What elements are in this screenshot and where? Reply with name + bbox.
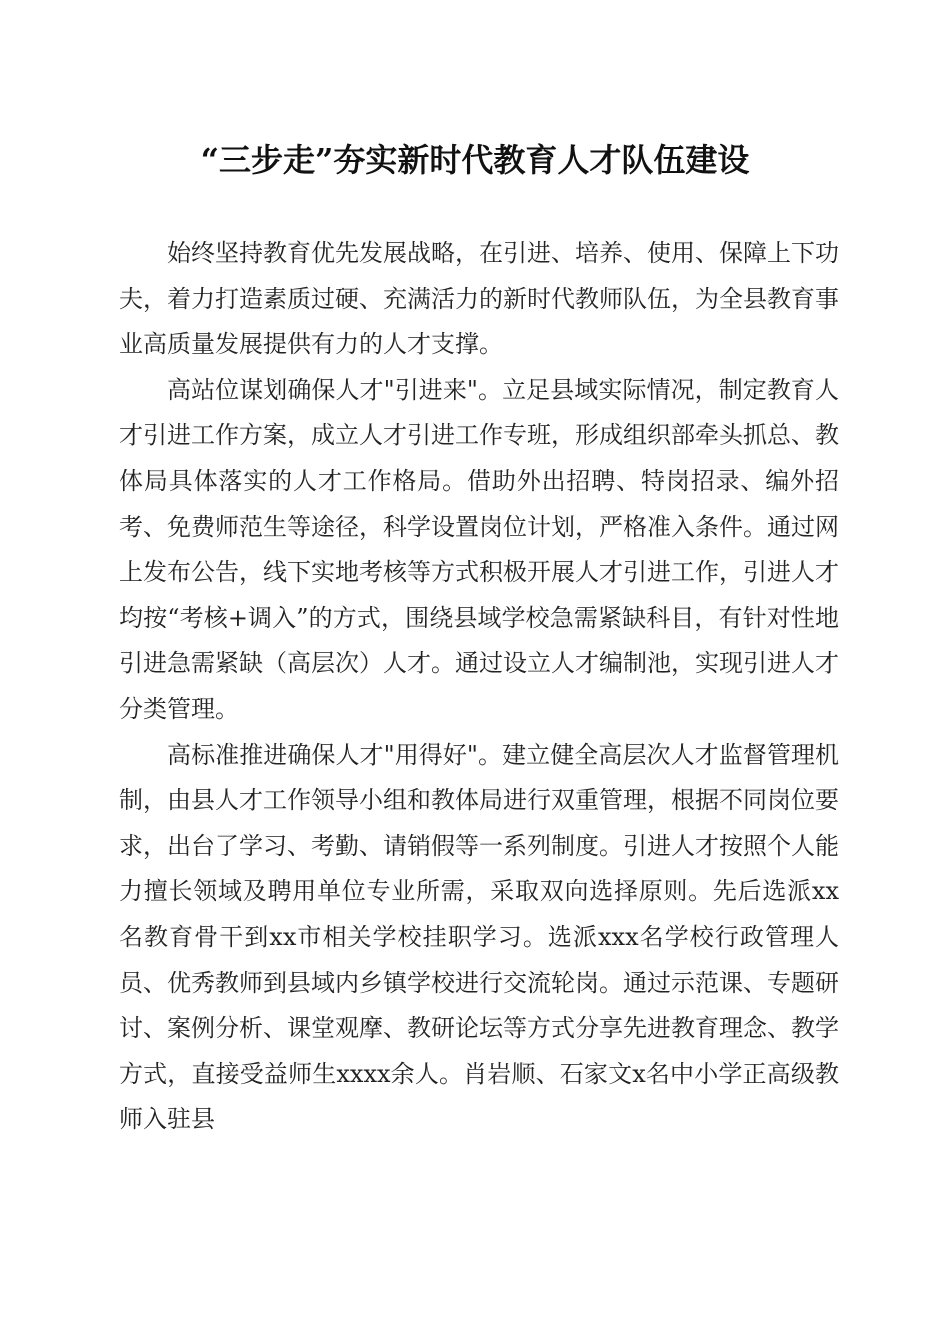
paragraph-utilization: 高标准推进确保人才"用得好"。建立健全高层次人才监督管理机制，由县人才工作领导小组和教体局进行双重管理，根据不同岗位要求，出台了学习、考勤、请销假等一系列制度。引进人才按照个人能力擅长领域及聘用单位专业所需，采取双向选择原则。先后选派xx名教育骨干到xx市相关学校挂职学习。选派xxx名学校行政管理人员、优秀教师到县域内乡镇学校进行交流轮岗。通过示范课、专题研讨、案例分析、课堂观摩、教研论坛等方式分享先进教育理念、教学方式，直接受益师生xxxx余人。肖岩顺、石家文x名中小学正高级教师入驻县 [119,740,839,1134]
document-body [119,231,839,1143]
document-title: “三步走”夯实新时代教育人才队伍建设 [200,141,750,179]
paragraph-recruitment: 高站位谋划确保人才"引进来"。立足县域实际情况，制定教育人才引进工作方案，成立人才引进工作专班，形成组织部牵头抓总、教体局具体落实的人才工作格局。借助外出招聘、特岗招录、编外招考、免费师范生等途径，科学设置岗位计划，严格准入条件。通过网上发布公告，线下实地考核等方式积极开展人才引进工作，引进人才均按“考核+调入”的方式，围绕县域学校急需紧缺科目，有针对性地引进急需紧缺（高层次）人才。通过设立人才编制池，实现引进人才分类管理。 [119,375,839,723]
paragraph-intro: 始终坚持教育优先发展战略，在引进、培养、使用、保障上下功夫，着力打造素质过硬、充满活力的新时代教师队伍，为全县教育事业高质量发展提供有力的人才支撑。 [119,239,839,359]
